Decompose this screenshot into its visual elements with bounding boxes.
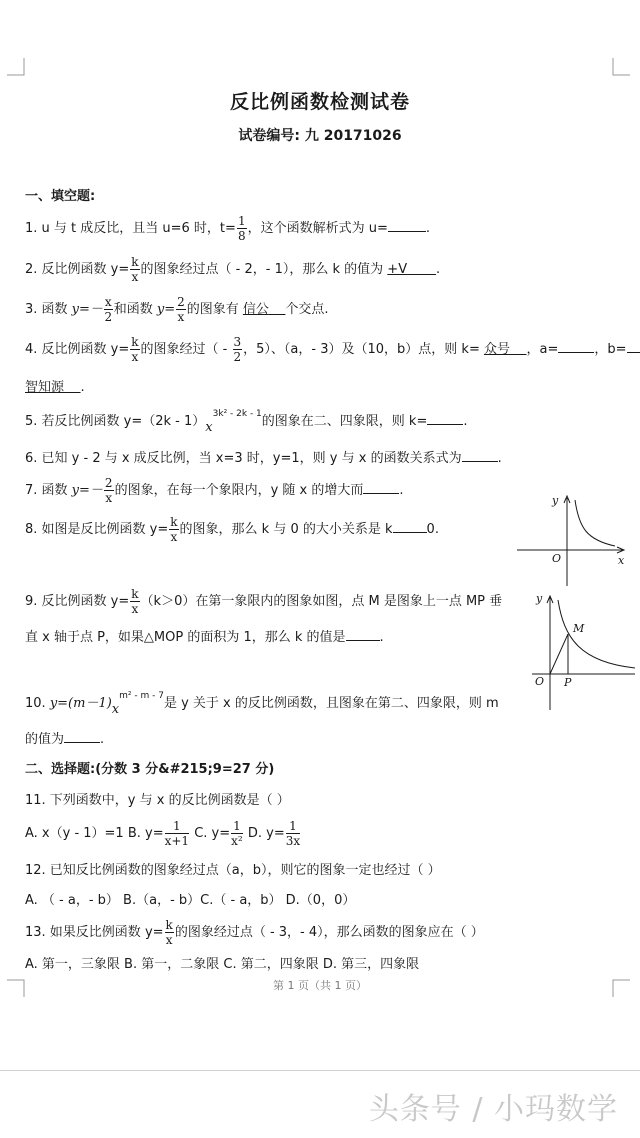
question-6: 6. 已知 y - 2 与 x 成反比例，当 x=3 时，y=1，则 y 与 x 的函数关系式为 . xyxy=(25,451,502,466)
fraction: $\frac{k}{x}$ xyxy=(131,335,139,364)
y-axis-label: y xyxy=(552,494,559,507)
x-axis-label: x xyxy=(618,554,625,567)
fraction: $\frac{2}{x}$ xyxy=(104,476,113,505)
point-P-label: P xyxy=(564,676,572,689)
question-5: 5. 若反比例函数 $y=(2k - 1)x^{3k^2 - 2k - 1}$的图象在二、四象限，则 k= . xyxy=(25,408,468,435)
question-7: 7. 函数 y=－ $\frac{2}{x}$ 的图象，在每一个象限内，y 随 x 的增大而 . xyxy=(25,476,404,505)
graph-question-8 xyxy=(515,490,630,590)
y-axis-label: y xyxy=(536,592,543,605)
answer-blank[interactable] xyxy=(393,531,427,533)
question-13-options: A. 第一，三象限 B. 第一，二象限 C. 第二，四象限 D. 第三，四象限 xyxy=(25,957,420,972)
fraction: $\frac{1}{\text{x²}}$ xyxy=(231,819,243,848)
answer-blank[interactable] xyxy=(462,460,498,462)
answer-blank[interactable] xyxy=(363,492,399,494)
fraction: $\frac{x}{2}$ xyxy=(104,295,113,324)
origin-label: O xyxy=(552,552,562,565)
question-2: 2. 反比例函数 y= $\frac{k}{x}$ 的图象经过点（ - 2，- 1），那么 k 的值为 +V . xyxy=(25,255,441,284)
question-8: 8. 如图是反比例函数 y= $\frac{k}{x}$ 的图象，那么 k 与 0 的大小关系是 k 0. xyxy=(25,515,439,544)
question-9-line2: 直 x 轴于点 P，如果△MOP 的面积为 1，那么 k 的值是 . xyxy=(25,630,384,645)
fraction: $\frac{2}{x}$ xyxy=(177,295,185,324)
question-11: 11. 下列函数中，y 与 x 的反比例函数是（ ） xyxy=(25,793,290,808)
origin-label: O xyxy=(535,675,545,688)
segment-OM xyxy=(550,634,568,674)
hyperbola-curve xyxy=(558,600,635,668)
question-9: 9. 反比例函数 y= $\frac{k}{x}$ （k＞0）在第一象限内的图象如图，点 M 是图象上一点 MP 垂 xyxy=(25,587,503,616)
answer-blank[interactable]: 智知源 xyxy=(25,380,65,395)
answer-blank[interactable] xyxy=(346,639,380,641)
question-10: 10. $y=(m-1)x^{m^2 - m - 7}$是 y 关于 x 的反比例函数，且图象在第二、四象限，则 m xyxy=(25,690,499,717)
question-4: 4. 反比例函数 y= $\frac{k}{x}$ 的图象经过（ - $\frac{3}{2}$ ，5）、（a，- 3）及（10，b）点，则 k= 众号 ，a= ，b= xyxy=(25,336,640,363)
fraction: $\frac{3}{2}$ xyxy=(233,335,242,364)
section-heading-fill-in: 一、填空题: xyxy=(25,189,96,204)
point-M-label: M xyxy=(573,622,585,635)
answer-blank[interactable] xyxy=(388,230,426,232)
fraction: $\frac{1}{3x}$ xyxy=(285,819,301,848)
answer-blank[interactable]: 众号 xyxy=(483,342,510,357)
question-10-line2: 的值为 . xyxy=(25,732,105,747)
watermark: 头条号 / 小玛数学 xyxy=(368,1092,618,1127)
section-heading-multiple-choice: 二、选择题:(分数 3 分&#215;9=27 分) xyxy=(25,762,275,777)
answer-blank[interactable] xyxy=(64,741,100,743)
question-1: 1. u 与 t 成反比，且当 u=6 时，t= $\frac{1}{8}$ ，这个函数解析式为 u= . xyxy=(25,214,430,243)
graph-question-9 xyxy=(520,588,635,713)
question-12-options: A. （ - a，- b） B.（a，- b）C.（ - a，b） D.（0，0） xyxy=(25,893,356,908)
page-title: 反比例函数检测试卷 xyxy=(229,91,410,113)
corner-mark-top-right xyxy=(612,58,630,76)
fraction: $\frac{1}{8}$ xyxy=(237,214,246,243)
page-footer: 第 1 页（共 1 页） xyxy=(273,979,367,992)
fraction: $\frac{k}{x}$ xyxy=(170,515,178,544)
fraction: $\frac{k}{x}$ xyxy=(131,587,139,616)
question-12: 12. 已知反比例函数的图象经过点（a，b），则它的图象一定也经过（ ） xyxy=(25,863,441,878)
question-11-options: A. x（y - 1）=1 B. y= $\frac{1}{x+1}$ C. y= $\frac{1}{\text{x²}}$ D. y= $\frac{1}{3x}$ xyxy=(25,819,301,848)
question-4-line2: 智知源 . xyxy=(25,380,85,395)
question-3: 3. 函数 y=－ $\frac{x}{2}$ 和函数 y= $\frac{2}{x}$ 的图象有 信公 个交点. xyxy=(25,295,329,324)
divider xyxy=(0,1070,640,1071)
corner-mark-top-left xyxy=(7,58,25,76)
answer-blank[interactable] xyxy=(558,351,594,353)
answer-blank[interactable] xyxy=(627,351,640,353)
fraction: $\frac{k}{x}$ xyxy=(165,918,173,947)
answer-blank[interactable]: +V xyxy=(387,262,408,277)
answer-blank[interactable]: 信公 xyxy=(242,302,269,317)
answer-blank[interactable] xyxy=(427,423,463,425)
fraction: $\frac{k}{x}$ xyxy=(131,255,139,284)
hyperbola-curve xyxy=(575,500,615,546)
question-13: 13. 如果反比例函数 y= $\frac{k}{x}$ 的图象经过点（ - 3，- 4），那么函数的图象应在（ ） xyxy=(25,918,484,947)
fraction: $\frac{1}{x+1}$ xyxy=(164,819,190,848)
paper-number: 试卷编号: 九 20171026 xyxy=(238,128,402,144)
